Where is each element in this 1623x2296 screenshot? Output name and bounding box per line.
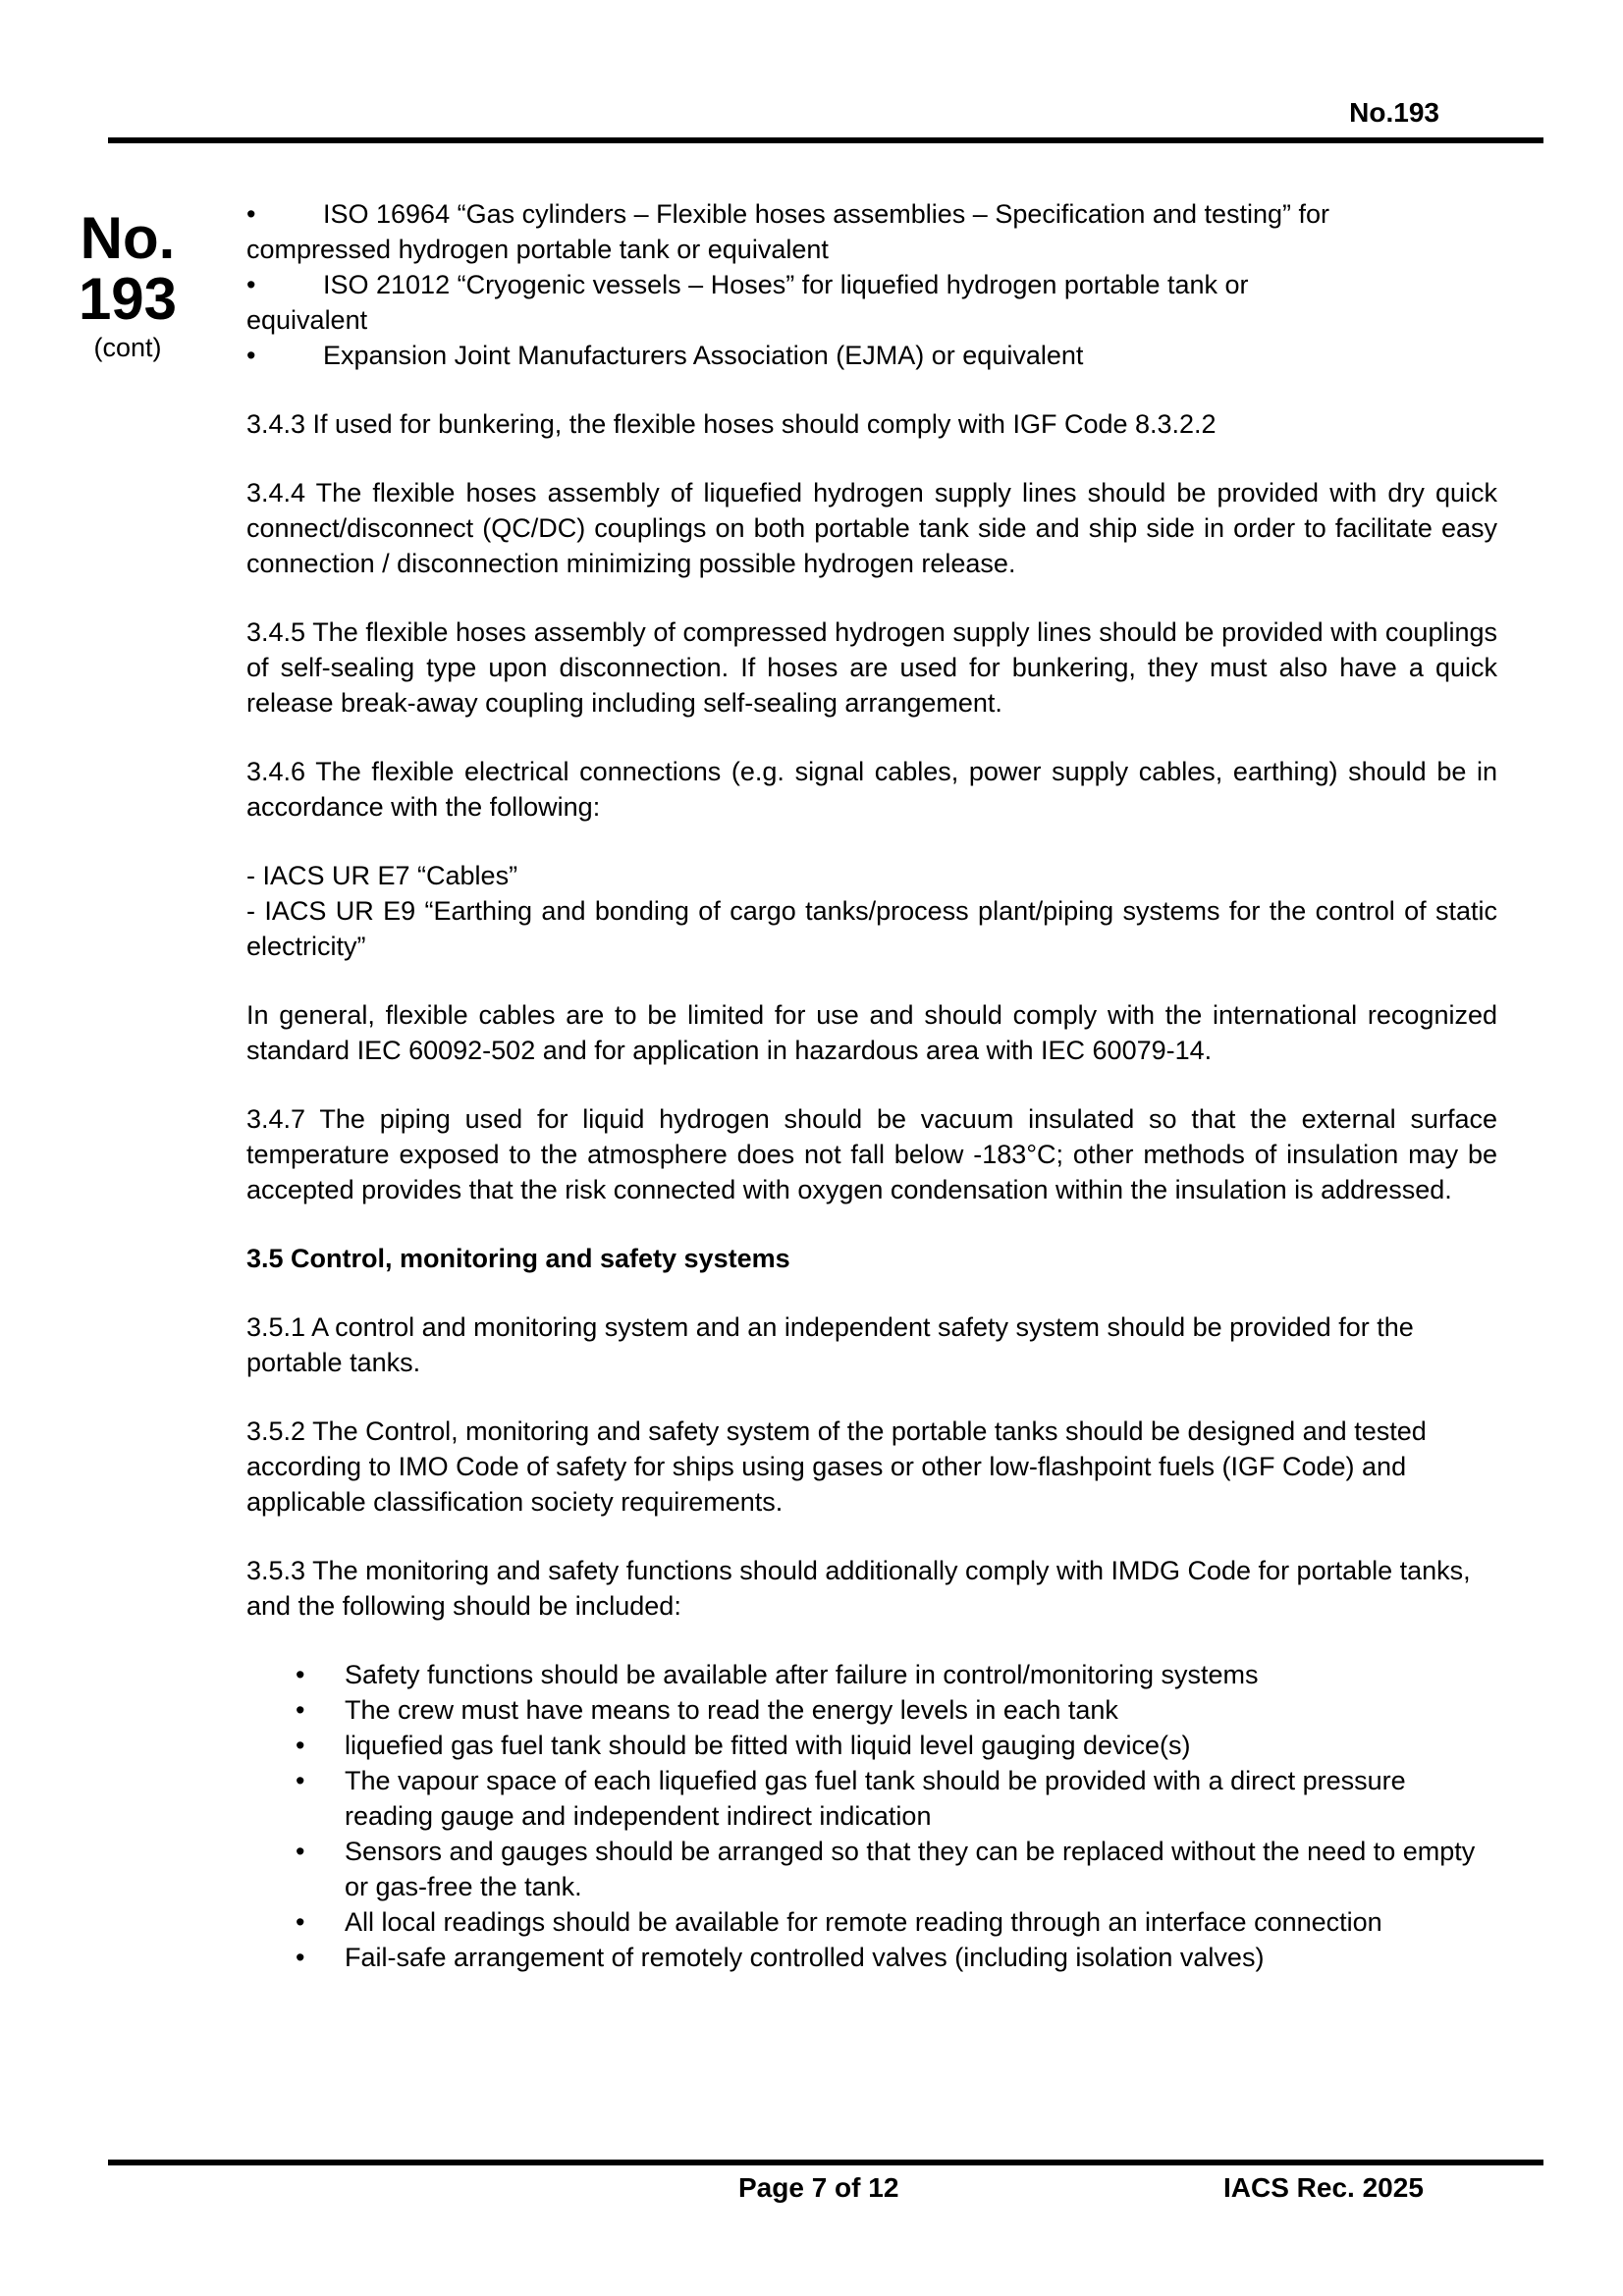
list-item-text: Fail-safe arrangement of remotely controlled valves (including isolation valves) — [345, 1943, 1265, 1972]
paragraph-3-4-4: 3.4.4 The flexible hoses assembly of liquefied hydrogen supply lines should be provided with dry quick connect/disconnect (QC/DC) couplings on both portable tank side and ship side in order to facilitate easy connection / disconnection minimizing possible hydrogen release. — [246, 478, 1497, 578]
footer-rule — [108, 2160, 1543, 2165]
standards-item — [246, 196, 1497, 267]
footer-page-number: Page 7 of 12 — [738, 2172, 899, 2203]
standards-item-text: ISO 21012 “Cryogenic vessels – Hoses” for liquefied hydrogen portable tank or — [323, 270, 1249, 299]
sidebar-cont: (cont) — [93, 333, 162, 362]
list-item — [246, 1692, 1497, 1728]
safety-functions-list — [246, 1657, 1497, 1975]
bullet: • — [246, 199, 256, 229]
list-item-text: liquefied gas fuel tank should be fitted with liquid level gauging device(s) — [345, 1731, 1191, 1760]
paragraph-general-cables: In general, flexible cables are to be limited for use and should comply with the international recognized standard IEC 60092-502 and for application in hazardous area with IEC 60079-14. — [246, 1000, 1497, 1065]
reference-ur-e9: - IACS UR E9 “Earthing and bonding of cargo tanks/process plant/piping systems for the control of static electricity” — [246, 896, 1497, 961]
sidebar-label — [59, 205, 196, 365]
paragraph-3-4-3: 3.4.3 If used for bunkering, the flexible hoses should comply with IGF Code 8.3.2.2 — [246, 409, 1217, 439]
bullet: • — [296, 1695, 305, 1725]
list-item — [246, 1657, 1497, 1692]
list-item — [246, 1728, 1497, 1763]
paragraph-3-5-2: 3.5.2 The Control, monitoring and safety system of the portable tanks should be designed and tested according to IMO Code of safety for ships using gases or other low-flashpoint fuels (IGF Code) and applicable classification society requirements. — [246, 1416, 1427, 1517]
bullet: • — [296, 1660, 305, 1689]
paragraph-3-4-7: 3.4.7 The piping used for liquid hydrogen should be vacuum insulated so that the external surface temperature exposed to the atmosphere does not fall below -183°C; other methods of insulation may be accepted provides that the risk connected with oxygen condensation within the insulation is addressed. — [246, 1104, 1497, 1204]
standards-item-continuation: equivalent — [246, 305, 368, 335]
footer-document-reference: IACS Rec. 2025 — [1223, 2172, 1424, 2203]
list-item-text: All local readings should be available for remote reading through an interface connection — [345, 1907, 1382, 1937]
paragraph-3-5-3: 3.5.3 The monitoring and safety functions should additionally comply with IMDG Code for portable tanks, and the following should be included: — [246, 1556, 1471, 1621]
bullet: • — [296, 1907, 305, 1937]
standards-item-text: ISO 16964 “Gas cylinders – Flexible hoses assemblies – Specification and testing” for — [323, 199, 1330, 229]
sidebar-number: 193 — [78, 266, 178, 332]
list-item — [246, 1763, 1497, 1834]
list-item — [246, 1940, 1497, 1975]
standards-item-text: Expansion Joint Manufacturers Association (EJMA) or equivalent — [323, 341, 1084, 370]
bullet: • — [296, 1731, 305, 1760]
sidebar-no: No. — [80, 205, 176, 271]
reference-ur-e7: - IACS UR E7 “Cables” — [246, 861, 518, 890]
standards-item — [246, 267, 1497, 338]
bullet: • — [246, 270, 256, 299]
section-heading-3-5: 3.5 Control, monitoring and safety systems — [246, 1244, 790, 1273]
list-item-text: Sensors and gauges should be arranged so that they can be replaced without the need to empty or gas-free the tank. — [345, 1837, 1476, 1901]
bullet: • — [246, 341, 256, 370]
list-item-text: The vapour space of each liquefied gas fuel tank should be provided with a direct pressure reading gauge and independent indirect indication — [345, 1766, 1406, 1831]
paragraph-3-4-5: 3.4.5 The flexible hoses assembly of compressed hydrogen supply lines should be provided with couplings of self-sealing type upon disconnection. If hoses are used for bunkering, they must also have a quick release break-away coupling including self-sealing arrangement. — [246, 617, 1497, 718]
list-item — [246, 1834, 1497, 1904]
standards-item — [246, 338, 1497, 373]
header-rule — [108, 137, 1543, 143]
list-item-text: Safety functions should be available after failure in control/monitoring systems — [345, 1660, 1259, 1689]
list-item-text: The crew must have means to read the energy levels in each tank — [345, 1695, 1118, 1725]
standards-item-continuation: compressed hydrogen portable tank or equivalent — [246, 235, 829, 264]
header-document-number: No.193 — [1349, 97, 1439, 128]
standards-list — [246, 196, 1497, 373]
main-content — [246, 196, 1497, 1975]
bullet: • — [296, 1943, 305, 1972]
paragraph-3-5-1: 3.5.1 A control and monitoring system and an independent safety system should be provided for the portable tanks. — [246, 1312, 1414, 1377]
bullet: • — [296, 1766, 305, 1795]
list-item — [246, 1904, 1497, 1940]
bullet: • — [296, 1837, 305, 1866]
paragraph-3-4-6: 3.4.6 The flexible electrical connections (e.g. signal cables, power supply cables, earthing) should be in accordance with the following: — [246, 757, 1497, 822]
